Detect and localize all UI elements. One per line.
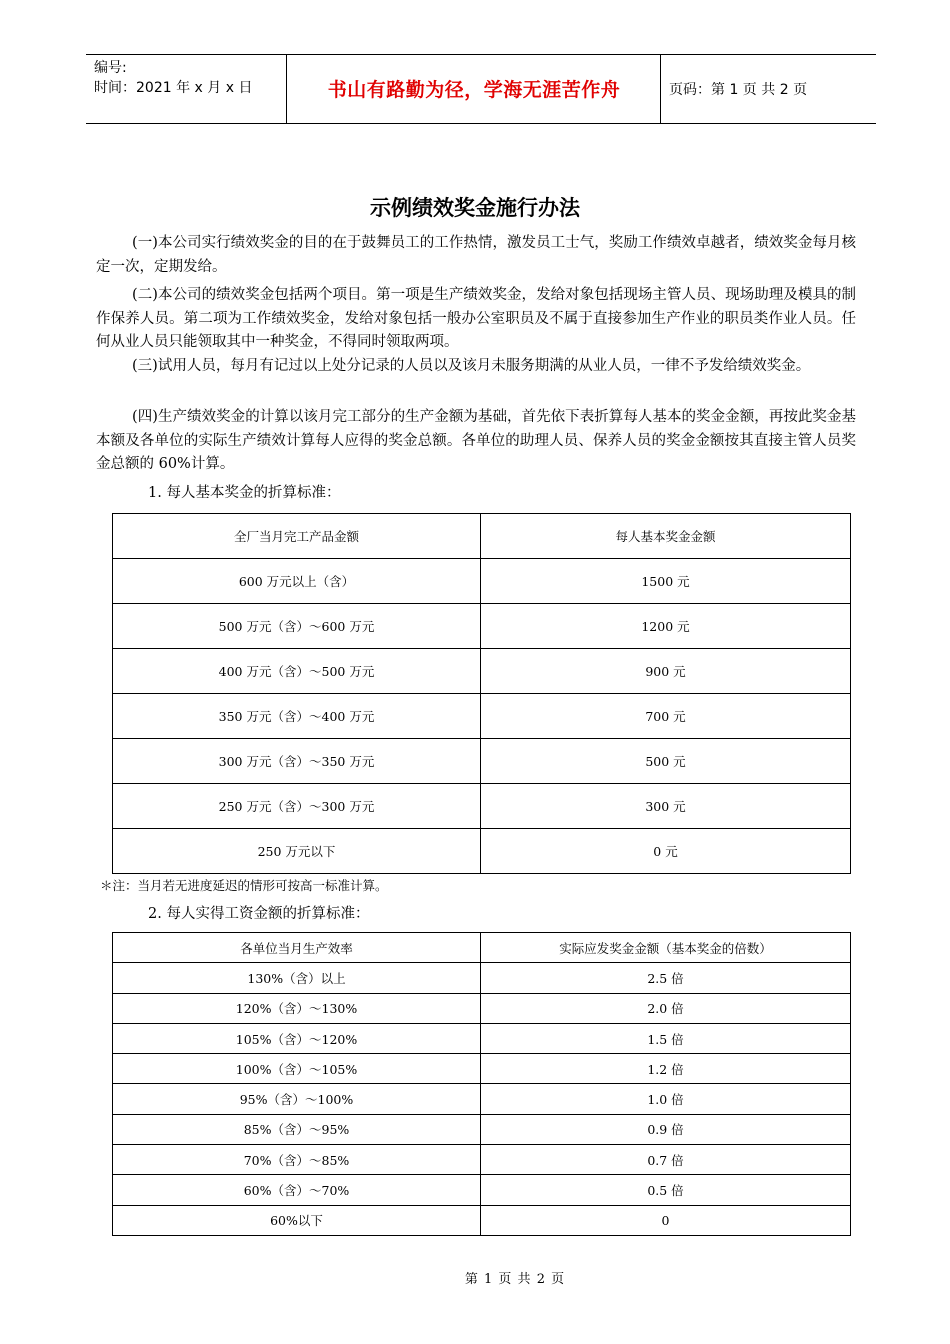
section-2-title: 2. 每人实得工资金额的折算标准： [148, 906, 370, 922]
table-cell: 1.0 倍 [481, 1084, 851, 1114]
table-row [113, 739, 851, 784]
table-cell: 1200 元 [481, 604, 851, 649]
paragraph-3: (三)试用人员，每月有记过以上处分记录的人员以及该月未服务期满的从业人员，一律不予发给绩效奖金。 [132, 358, 811, 374]
section-1-title: 1. 每人基本奖金的折算标准： [148, 485, 341, 501]
table-cell: 2.0 倍 [481, 993, 851, 1023]
basic-bonus-table [112, 513, 851, 874]
table-cell: 105%（含）～120% [113, 1023, 481, 1053]
page-header [86, 54, 876, 124]
table-cell: 1.5 倍 [481, 1023, 851, 1053]
table-cell: 60%以下 [113, 1205, 481, 1235]
table-cell: 2.5 倍 [481, 963, 851, 993]
header-divider-right [660, 55, 661, 123]
table-row [113, 1054, 851, 1084]
table-cell: 500 万元（含）～600 万元 [113, 604, 481, 649]
table-note: ＊注：当月若无进度延迟的情形可按高一标准计算。 [100, 878, 388, 893]
table-header-row [113, 933, 851, 963]
table-row [113, 829, 851, 874]
table-cell: 0 [481, 1205, 851, 1235]
table-cell: 1.2 倍 [481, 1054, 851, 1084]
table-header-cell: 各单位当月生产效率 [113, 933, 481, 963]
table-row [113, 1205, 851, 1235]
table-cell: 900 元 [481, 649, 851, 694]
header-motto: 书山有路勤为径，学海无涯苦作舟 [327, 79, 621, 101]
table-cell: 500 元 [481, 739, 851, 784]
table-row [113, 1175, 851, 1205]
serial-label: 编号: [94, 60, 127, 76]
table-row [113, 1145, 851, 1175]
table-row [113, 604, 851, 649]
table-row [113, 1114, 851, 1144]
table-cell: 1500 元 [481, 559, 851, 604]
table-header-cell: 实际应发奖金金额（基本奖金的倍数） [481, 933, 851, 963]
table-row [113, 1023, 851, 1053]
table-cell: 600 万元以上（含） [113, 559, 481, 604]
table-cell: 300 元 [481, 784, 851, 829]
efficiency-multiplier-table [112, 932, 851, 1236]
table-header-cell: 全厂当月完工产品金额 [113, 514, 481, 559]
table-cell: 700 元 [481, 694, 851, 739]
table-cell: 130%（含）以上 [113, 963, 481, 993]
document-title: 示例绩效奖金施行办法 [370, 196, 580, 220]
table-cell: 0.9 倍 [481, 1114, 851, 1144]
header-meta [94, 58, 252, 98]
table-cell: 60%（含）～70% [113, 1175, 481, 1205]
table-cell: 85%（含）～95% [113, 1114, 481, 1144]
page-footer: 第 1 页 共 2 页 [464, 1272, 566, 1287]
header-page-label: 页码：第 1 页 共 2 页 [669, 82, 808, 98]
table-cell: 0.7 倍 [481, 1145, 851, 1175]
table-header-row [113, 514, 851, 559]
paragraph-4: (四)生产绩效奖金的计算以该月完工部分的生产金额为基础，首先依下表折算每人基本的奖金金额，再按此奖金基本额及各单位的实际生产绩效计算每人应得的奖金总额。各单位的助理人员、保养人员的奖金金额按其直接主管人员奖金总额的 60%计算。 [96, 409, 856, 472]
table-cell: 350 万元（含）～400 万元 [113, 694, 481, 739]
table-row [113, 963, 851, 993]
table-row [113, 993, 851, 1023]
table-row [113, 694, 851, 739]
table-cell: 0.5 倍 [481, 1175, 851, 1205]
paragraph-1: (一)本公司实行绩效奖金的目的在于鼓舞员工的工作热情，激发员工士气，奖励工作绩效卓越者，绩效奖金每月核定一次，定期发给。 [96, 235, 856, 275]
table-header-cell: 每人基本奖金金额 [481, 514, 851, 559]
table-row [113, 649, 851, 694]
paragraph-2: (二)本公司的绩效奖金包括两个项目。第一项是生产绩效奖金，发给对象包括现场主管人员、现场助理及模具的制作保养人员。第二项为工作绩效奖金，发给对象包括一般办公室职员及不属于直接参加生产作业的职员类作业人员。任何从业人员只能领取其中一种奖金，不得同时领取两项。 [96, 287, 856, 350]
table-cell: 120%（含）～130% [113, 993, 481, 1023]
table-cell: 400 万元（含）～500 万元 [113, 649, 481, 694]
table-cell: 300 万元（含）～350 万元 [113, 739, 481, 784]
table-cell: 250 万元以下 [113, 829, 481, 874]
table-cell: 0 元 [481, 829, 851, 874]
table-row [113, 1084, 851, 1114]
table-cell: 95%（含）～100% [113, 1084, 481, 1114]
table-row [113, 784, 851, 829]
table-cell: 100%（含）～105% [113, 1054, 481, 1084]
table-row [113, 559, 851, 604]
table-cell: 250 万元（含）～300 万元 [113, 784, 481, 829]
time-label: 时间：2021 年 x 月 x 日 [94, 80, 253, 96]
table-cell: 70%（含）～85% [113, 1145, 481, 1175]
